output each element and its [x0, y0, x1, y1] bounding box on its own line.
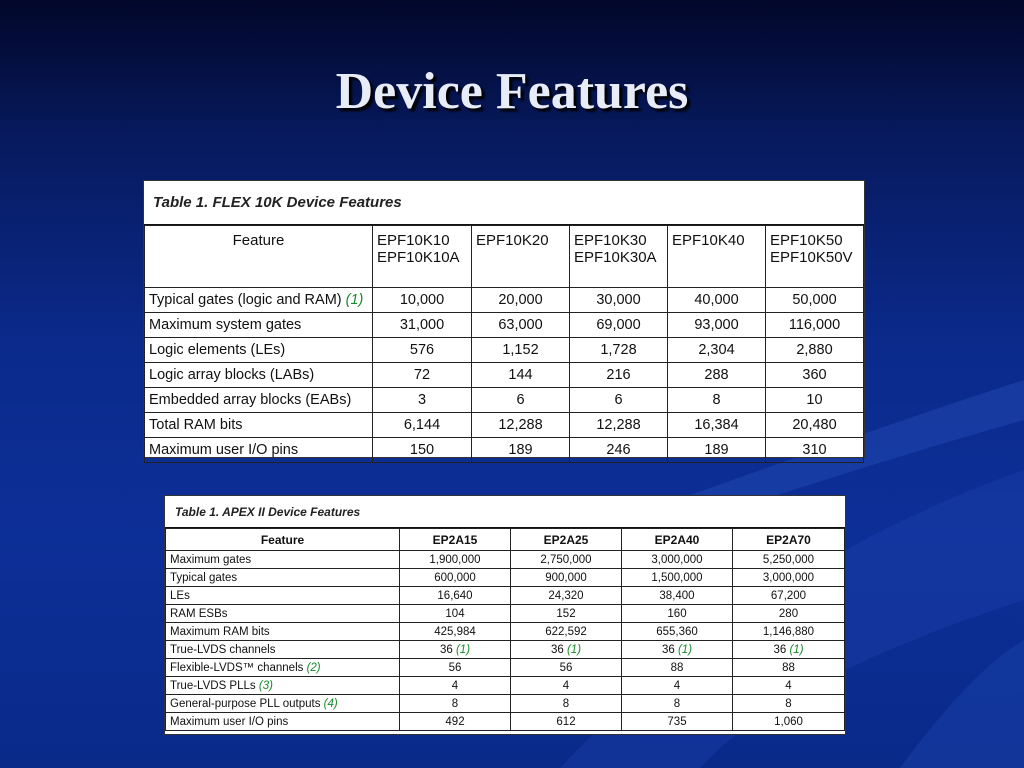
- value-text: 3,000,000: [651, 553, 703, 566]
- table-row: [145, 363, 864, 388]
- table-row: [166, 623, 845, 641]
- feature-cell: [145, 288, 373, 313]
- value-cell: [511, 641, 622, 659]
- value-cell: 6: [570, 388, 668, 413]
- feature-label: True-LVDS PLLs: [170, 679, 256, 692]
- value-text: 36: [439, 643, 453, 656]
- feature-label: Logic elements (LEs): [149, 342, 286, 358]
- flex10k-feature-table: [143, 180, 865, 458]
- value-text: 8: [785, 697, 792, 710]
- value-cell: [622, 623, 733, 641]
- value-cell: [622, 659, 733, 677]
- value-text: 600,000: [434, 571, 476, 584]
- value-text: 67,200: [770, 589, 807, 602]
- feature-column-header: [145, 226, 373, 288]
- table-row: [166, 641, 845, 659]
- value-text: 1,146,880: [762, 625, 815, 638]
- value-cell: [400, 569, 511, 587]
- table-row: [166, 677, 845, 695]
- feature-label: Typical gates: [170, 571, 238, 584]
- value-cell: 216: [570, 363, 668, 388]
- footnote-ref: (1): [345, 292, 364, 308]
- flex10k-table-caption: Table 1. FLEX 10K Device Features: [144, 181, 864, 225]
- device-column-header: EP2A70: [733, 529, 845, 551]
- value-cell: [400, 677, 511, 695]
- device-column-header: [472, 226, 570, 288]
- feature-cell: [166, 713, 400, 731]
- value-cell: [400, 659, 511, 677]
- device-column-header: EP2A25: [511, 529, 622, 551]
- value-cell: [400, 641, 511, 659]
- table-row: [145, 413, 864, 438]
- header-line: EPF10K10: [377, 232, 450, 249]
- footnote-ref: (1): [789, 643, 804, 656]
- value-cell: 2,304: [668, 338, 766, 363]
- value-cell: 116,000: [766, 313, 864, 338]
- header-line: EPF10K30A: [574, 249, 657, 266]
- feature-cell: [166, 695, 400, 713]
- flex10k-table-grid: [144, 225, 864, 463]
- value-cell: 1,152: [472, 338, 570, 363]
- value-text: 492: [445, 715, 465, 728]
- value-cell: [622, 641, 733, 659]
- value-cell: [400, 605, 511, 623]
- value-cell: [511, 587, 622, 605]
- value-cell: 69,000: [570, 313, 668, 338]
- value-cell: 63,000: [472, 313, 570, 338]
- value-text: 1,500,000: [651, 571, 703, 584]
- value-cell: [733, 569, 845, 587]
- feature-label: Maximum user I/O pins: [149, 442, 299, 458]
- value-text: 24,320: [548, 589, 584, 602]
- value-cell: [622, 605, 733, 623]
- table-row: [166, 713, 845, 731]
- feature-cell: [145, 413, 373, 438]
- value-text: 655,360: [656, 625, 698, 638]
- value-cell: 20,480: [766, 413, 864, 438]
- feature-cell: [166, 551, 400, 569]
- feature-column-header: Feature: [166, 529, 400, 551]
- value-cell: [511, 551, 622, 569]
- footnote-ref: (1): [566, 643, 582, 656]
- feature-cell: [166, 677, 400, 695]
- device-column-header: EP2A15: [400, 529, 511, 551]
- value-cell: [400, 713, 511, 731]
- value-cell: 6,144: [373, 413, 472, 438]
- value-text: 622,592: [545, 625, 587, 638]
- value-cell: [733, 605, 845, 623]
- value-cell: 8: [668, 388, 766, 413]
- value-cell: 93,000: [668, 313, 766, 338]
- table-row: [145, 338, 864, 363]
- value-text: 280: [778, 607, 799, 620]
- footnote-ref: (2): [306, 661, 321, 674]
- value-cell: [733, 641, 845, 659]
- value-cell: 31,000: [373, 313, 472, 338]
- value-cell: 310: [766, 438, 864, 463]
- value-text: 56: [559, 661, 573, 674]
- value-cell: 40,000: [668, 288, 766, 313]
- feature-label: Logic array blocks (LABs): [149, 367, 315, 383]
- value-cell: 150: [373, 438, 472, 463]
- device-column-header: [766, 226, 864, 288]
- table-row: [166, 605, 845, 623]
- value-text: 900,000: [545, 571, 587, 584]
- value-cell: [511, 569, 622, 587]
- feature-label: True-LVDS channels: [170, 643, 276, 656]
- value-text: 160: [667, 607, 687, 620]
- apex2-feature-table: [164, 495, 846, 735]
- feature-cell: [145, 438, 373, 463]
- value-text: 5,250,000: [762, 553, 815, 566]
- header-line: EPF10K50: [770, 232, 843, 249]
- value-cell: 360: [766, 363, 864, 388]
- value-cell: 3: [373, 388, 472, 413]
- header-line: EPF10K50V: [770, 249, 853, 266]
- value-text: 1,060: [774, 715, 803, 728]
- value-cell: [622, 677, 733, 695]
- header-line: EPF10K40: [672, 232, 745, 249]
- value-cell: 30,000: [570, 288, 668, 313]
- device-column-header: EP2A40: [622, 529, 733, 551]
- feature-cell: [166, 623, 400, 641]
- value-cell: [511, 677, 622, 695]
- value-cell: 10,000: [373, 288, 472, 313]
- feature-label: Maximum RAM bits: [170, 625, 270, 638]
- feature-label: General-purpose PLL outputs: [170, 697, 321, 710]
- feature-cell: [166, 569, 400, 587]
- feature-cell: [145, 363, 373, 388]
- value-cell: 2,880: [766, 338, 864, 363]
- device-column-header: [668, 226, 766, 288]
- feature-label: RAM ESBs: [170, 607, 228, 620]
- value-cell: [622, 551, 733, 569]
- value-cell: [511, 623, 622, 641]
- value-cell: [733, 551, 845, 569]
- value-cell: 16,384: [668, 413, 766, 438]
- value-cell: [511, 659, 622, 677]
- value-cell: 288: [668, 363, 766, 388]
- feature-label: Embedded array blocks (EABs): [149, 392, 352, 408]
- apex2-table-grid: [165, 528, 845, 731]
- value-cell: 20,000: [472, 288, 570, 313]
- table-row: [166, 551, 845, 569]
- value-text: 735: [667, 715, 687, 728]
- value-cell: 72: [373, 363, 472, 388]
- value-cell: [400, 587, 511, 605]
- value-cell: [622, 587, 733, 605]
- table-header-row: [166, 529, 845, 551]
- feature-label: LEs: [170, 589, 190, 602]
- apex2-table-caption: Table 1. APEX II Device Features: [165, 496, 845, 528]
- header-line: EPF10K30: [574, 232, 647, 249]
- value-cell: [400, 695, 511, 713]
- table-row: [166, 659, 845, 677]
- value-cell: [733, 623, 845, 641]
- header-line: EPF10K10A: [377, 249, 460, 266]
- table-row: [145, 388, 864, 413]
- feature-cell: [145, 338, 373, 363]
- value-text: 2,750,000: [540, 553, 592, 566]
- footnote-ref: (4): [323, 697, 338, 710]
- value-text: 425,984: [434, 625, 476, 638]
- header-line: EPF10K20: [476, 232, 549, 249]
- value-text: 56: [448, 661, 462, 674]
- value-cell: [733, 587, 845, 605]
- table-row: [166, 695, 845, 713]
- feature-cell: [166, 587, 400, 605]
- value-text: 36: [550, 643, 564, 656]
- value-text: 88: [670, 661, 684, 674]
- value-cell: 1,728: [570, 338, 668, 363]
- header-line: Feature: [232, 232, 285, 249]
- value-cell: 12,288: [472, 413, 570, 438]
- value-cell: [733, 713, 845, 731]
- table-row: [166, 569, 845, 587]
- value-cell: [733, 695, 845, 713]
- value-text: 4: [562, 679, 570, 692]
- feature-cell: [145, 388, 373, 413]
- slide-title: Device Features: [335, 63, 689, 120]
- feature-cell: [166, 659, 400, 677]
- value-cell: [511, 605, 622, 623]
- value-cell: [400, 551, 511, 569]
- device-column-header: [373, 226, 472, 288]
- value-cell: [400, 623, 511, 641]
- value-text: 152: [556, 607, 576, 620]
- value-cell: [511, 713, 622, 731]
- value-cell: 50,000: [766, 288, 864, 313]
- value-text: 8: [562, 697, 570, 710]
- value-cell: 576: [373, 338, 472, 363]
- value-cell: [622, 695, 733, 713]
- value-text: 4: [785, 679, 792, 692]
- value-text: 8: [451, 697, 459, 710]
- feature-label: Maximum system gates: [149, 317, 302, 333]
- feature-label: Maximum gates: [170, 553, 252, 566]
- feature-label: Typical gates (logic and RAM): [149, 292, 342, 308]
- value-cell: 189: [668, 438, 766, 463]
- value-text: 36: [661, 643, 675, 656]
- value-cell: [511, 695, 622, 713]
- feature-label: Flexible-LVDS™ channels: [170, 661, 304, 674]
- table-row: [166, 587, 845, 605]
- value-cell: [622, 569, 733, 587]
- value-text: 16,640: [437, 589, 473, 602]
- value-cell: [622, 713, 733, 731]
- feature-label: Total RAM bits: [149, 417, 243, 433]
- value-text: 3,000,000: [762, 571, 815, 584]
- value-cell: 6: [472, 388, 570, 413]
- feature-cell: [166, 641, 400, 659]
- value-text: 36: [773, 643, 787, 656]
- value-cell: 10: [766, 388, 864, 413]
- value-cell: 246: [570, 438, 668, 463]
- value-text: 1,900,000: [429, 553, 481, 566]
- feature-cell: [166, 605, 400, 623]
- value-cell: 12,288: [570, 413, 668, 438]
- table-row: [145, 288, 864, 313]
- value-text: 4: [451, 679, 459, 692]
- table-header-row: [145, 226, 864, 288]
- table-row: [145, 313, 864, 338]
- device-column-header: [570, 226, 668, 288]
- footnote-ref: (1): [677, 643, 693, 656]
- feature-cell: [145, 313, 373, 338]
- value-text: 8: [673, 697, 681, 710]
- value-text: 38,400: [659, 589, 695, 602]
- value-text: 104: [445, 607, 465, 620]
- value-text: 88: [782, 661, 795, 674]
- value-cell: 144: [472, 363, 570, 388]
- footnote-ref: (3): [258, 679, 273, 692]
- value-cell: [733, 659, 845, 677]
- footnote-ref: (1): [455, 643, 471, 656]
- table-row: [145, 438, 864, 463]
- value-text: 4: [673, 679, 681, 692]
- feature-label: Maximum user I/O pins: [170, 715, 289, 728]
- value-text: 612: [556, 715, 576, 728]
- value-cell: [733, 677, 845, 695]
- value-cell: 189: [472, 438, 570, 463]
